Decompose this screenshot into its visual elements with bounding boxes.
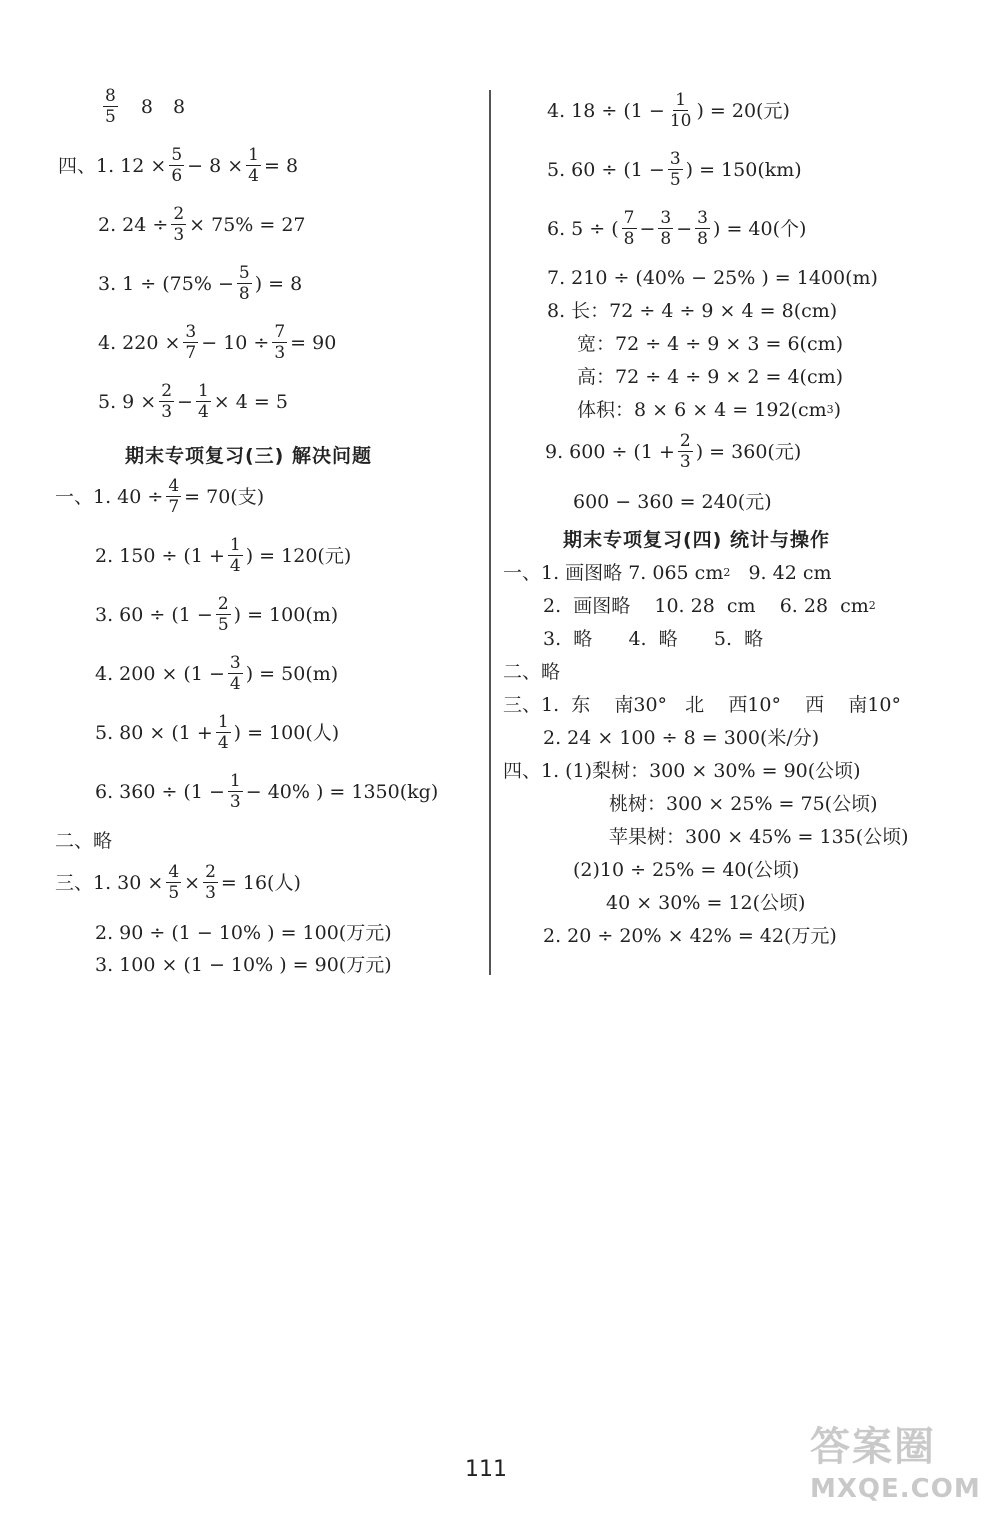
fraction: $\frac{2}{3}$ xyxy=(173,204,185,245)
right-line-8c: 高：72 ÷ 4 ÷ 9 × 2 = 4(cm) xyxy=(577,366,844,388)
right-line-8a: 8. 长：72 ÷ 4 ÷ 9 × 4 = 8(cm) xyxy=(547,300,838,322)
right-t1-2: 2. 画图略 10. 28 cm 6. 28 cm 2 xyxy=(543,595,876,617)
left-s1-1: 一、1. 40 ÷ $\frac{4}{7}$ = 70(支) xyxy=(55,476,265,517)
fraction: $\frac{5}{8}$ xyxy=(238,263,250,304)
left-s1-3: 3. 60 ÷ (1 − $\frac{2}{5}$ ) = 100(m) xyxy=(95,594,339,635)
left-s3-3: 3. 100 × (1 − 10% ) = 90(万元) xyxy=(95,954,392,976)
fraction: $\frac{3}{5}$ xyxy=(669,149,681,190)
fraction: $\frac{1}{10}$ xyxy=(669,90,692,131)
left-line-4: 4. 220 × $\frac{3}{7}$ − 10 ÷ $\frac{7}{3}$ = 90 xyxy=(98,322,337,363)
right-t3-1: 三、1. 东 南30° 北 西10° 西 南10° xyxy=(503,694,901,716)
fraction: $\frac{7}{3}$ xyxy=(274,322,286,363)
fraction: $\frac{4}{5}$ xyxy=(168,862,180,903)
fraction: $\frac{7}{8}$ xyxy=(623,208,635,249)
page-number: 111 xyxy=(465,1457,507,1482)
right-line-8b: 宽：72 ÷ 4 ÷ 9 × 3 = 6(cm) xyxy=(577,333,844,355)
left-line-3: 3. 1 ÷ (75% − $\frac{5}{8}$ ) = 8 xyxy=(98,263,303,304)
right-t4-6: 2. 20 ÷ 20% × 42% = 42(万元) xyxy=(543,925,837,947)
fraction: $\frac{1}{4}$ xyxy=(217,712,229,753)
fraction: $\frac{2}{5}$ xyxy=(217,594,229,635)
right-line-8d: 体积：8 × 6 × 4 = 192(cm 3 ) xyxy=(577,399,842,421)
watermark-logo: 答案圈 MXQE.COM xyxy=(810,1424,981,1504)
fraction: $\frac{1}{4}$ xyxy=(229,535,241,576)
fraction: $\frac{2}{3}$ xyxy=(161,381,173,422)
fraction: $\frac{5}{6}$ xyxy=(171,145,183,186)
left-line-1: 四、1. 12 × $\frac{5}{6}$ − 8 × $\frac{1}{4}$ = 8 xyxy=(58,145,299,186)
right-t3-2: 2. 24 × 100 ÷ 8 = 300(米/分) xyxy=(543,727,820,749)
left-s3-1: 三、1. 30 × $\frac{4}{5}$ × $\frac{2}{3}$ = 16(人) xyxy=(55,862,301,903)
right-t1-1: 一、1. 画图略 7. 065 cm 2 9. 42 cm xyxy=(503,562,832,584)
fraction: $\frac{1}{4}$ xyxy=(197,381,209,422)
right-t2: 二、略 xyxy=(503,661,561,683)
column-divider xyxy=(489,90,491,975)
right-line-4: 4. 18 ÷ (1 − $\frac{1}{10}$ ) = 20(元) xyxy=(547,90,790,131)
fraction: $\frac{1}{3}$ xyxy=(229,771,241,812)
left-s3-2: 2. 90 ÷ (1 − 10% ) = 100(万元) xyxy=(95,922,392,944)
right-t4-5: 40 × 30% = 12(公顷) xyxy=(606,892,806,914)
right-line-7: 7. 210 ÷ (40% − 25% ) = 1400(m) xyxy=(547,267,878,289)
fraction: $\frac{3}{7}$ xyxy=(185,322,197,363)
fraction: $\frac{3}{8}$ xyxy=(697,208,708,249)
right-t4-1: 四、1. (1)梨树：300 × 30% = 90(公顷) xyxy=(503,760,861,782)
right-line-9: 9. 600 ÷ (1 + $\frac{2}{3}$ ) = 360(元) xyxy=(545,431,802,472)
fraction: $\frac{1}{4}$ xyxy=(248,145,259,186)
left-s1-4: 4. 200 × (1 − $\frac{3}{4}$ ) = 50(m) xyxy=(95,653,339,694)
right-line-5: 5. 60 ÷ (1 − $\frac{3}{5}$ ) = 150(km) xyxy=(547,149,802,190)
left-s1-5: 5. 80 × (1 + $\frac{1}{4}$ ) = 100(人) xyxy=(95,712,340,753)
section-heading-4: 期末专项复习(四) 统计与操作 xyxy=(563,529,830,551)
right-t1-3: 3. 略 4. 略 5. 略 xyxy=(543,628,764,650)
right-t4-2: 桃树：300 × 25% = 75(公顷) xyxy=(609,793,878,815)
fraction: $\frac{4}{7}$ xyxy=(168,476,180,517)
left-s1-2: 2. 150 ÷ (1 + $\frac{1}{4}$ ) = 120(元) xyxy=(95,535,352,576)
left-line-2: 2. 24 ÷ $\frac{2}{3}$ × 75% = 27 xyxy=(98,204,306,245)
fraction: $\frac{8}{5}$ xyxy=(105,86,116,127)
left-s1-6: 6. 360 ÷ (1 − $\frac{1}{3}$ − 40% ) = 1350(kg) xyxy=(95,771,439,812)
fraction: $\frac{3}{8}$ xyxy=(660,208,672,249)
left-line-5: 5. 9 × $\frac{2}{3}$ − $\frac{1}{4}$ × 4 = 5 xyxy=(98,381,288,422)
fraction: $\frac{2}{3}$ xyxy=(205,862,216,903)
right-line-9b: 600 − 360 = 240(元) xyxy=(573,491,772,513)
right-t4-4: (2)10 ÷ 25% = 40(公顷) xyxy=(573,859,800,881)
right-t4-3: 苹果树：300 × 45% = 135(公顷) xyxy=(609,826,909,848)
left-line-0: $\frac{8}{5}$ 8 8 xyxy=(105,86,186,127)
fraction: $\frac{2}{3}$ xyxy=(679,431,691,472)
fraction: $\frac{3}{4}$ xyxy=(229,653,241,694)
left-s2: 二、略 xyxy=(55,830,113,852)
section-heading-3: 期末专项复习(三) 解决问题 xyxy=(125,445,372,467)
right-line-6: 6. 5 ÷ ( $\frac{7}{8}$ − $\frac{3}{8}$ − $\frac{3}{8}$ ) = 40(个) xyxy=(547,208,807,249)
